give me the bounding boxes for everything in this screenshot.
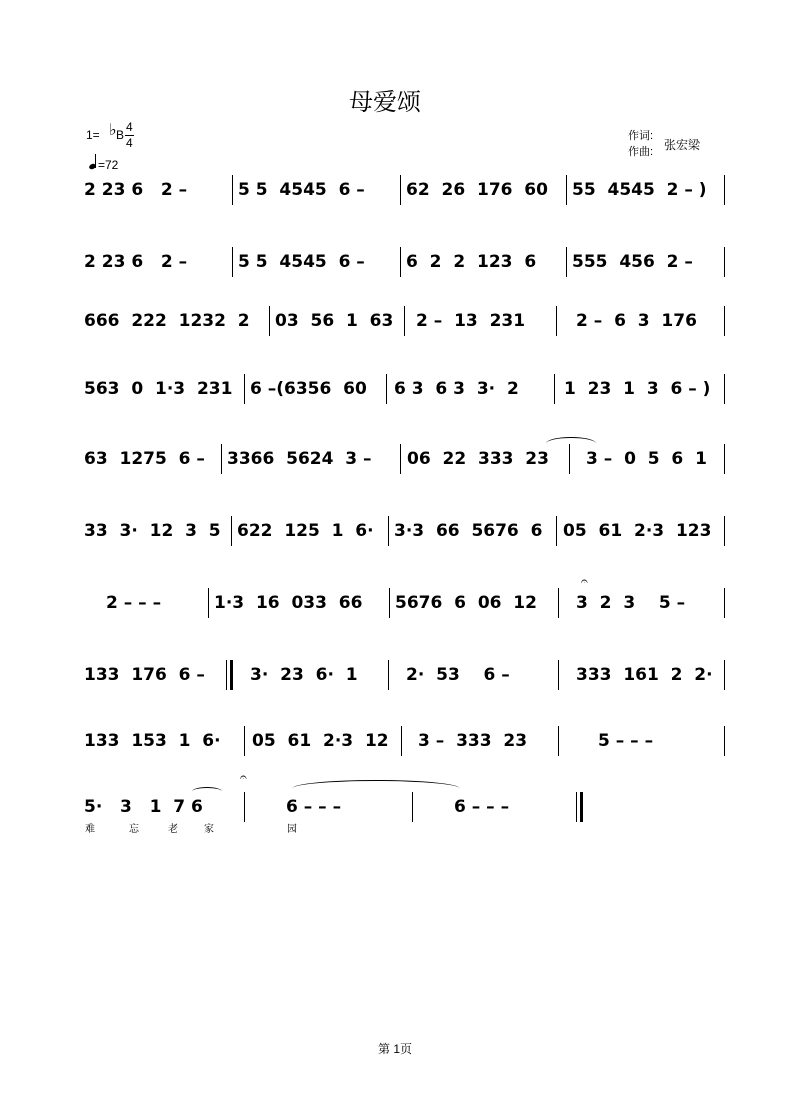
barline	[244, 792, 245, 822]
barline	[400, 175, 401, 205]
measure: 06 22 333 23	[407, 449, 549, 469]
measure: 63 1275 6 –	[84, 449, 205, 469]
author-name: 张宏梁	[664, 138, 701, 152]
tie-slur	[292, 780, 460, 797]
lyric-syllable: 忘	[129, 824, 139, 835]
barline	[554, 374, 555, 404]
measure: 622 125 1 6·	[237, 521, 374, 541]
score-system-5	[80, 444, 730, 484]
barline	[724, 444, 725, 474]
measure: 5· 3 1 7 6	[84, 797, 203, 817]
score-system-6	[80, 516, 730, 556]
measure: 33 3· 12 3 5	[84, 521, 221, 541]
barline	[244, 374, 245, 404]
time-signature-denominator: 4	[126, 136, 133, 150]
measure: 133 176 6 –	[84, 665, 205, 685]
barline	[558, 726, 559, 756]
measure: 6 2 2 123 6	[406, 252, 537, 272]
barline	[400, 247, 401, 277]
barline	[724, 726, 725, 756]
barline	[232, 175, 233, 205]
key-note: B	[116, 128, 125, 142]
measure: 3·3 66 5676 6	[394, 521, 543, 541]
lyric-syllable: 难	[85, 824, 95, 835]
tempo-mark: =72	[98, 158, 119, 172]
barline	[724, 247, 725, 277]
score-system-2	[80, 247, 730, 287]
lyric-syllable: 园	[287, 824, 297, 835]
song-title: 母爱颂	[349, 88, 421, 116]
measure: 2 23 6 2 –	[84, 180, 188, 200]
measure: 62 26 176 60	[406, 180, 548, 200]
barline	[388, 516, 389, 546]
barline	[566, 247, 567, 277]
lyric-syllable: 家	[204, 824, 214, 835]
measure: 5676 6 06 12	[395, 593, 537, 613]
measure: 03 56 1 63	[275, 311, 394, 331]
measure: 05 61 2·3 123	[563, 521, 712, 541]
page-number: 第 1页	[377, 1042, 412, 1056]
barline	[231, 516, 232, 546]
barline	[556, 306, 557, 336]
measure: 666 222 1232 2	[84, 311, 250, 331]
barline	[389, 588, 390, 618]
lyricist-label: 作词:	[628, 130, 654, 142]
measure: 333 161 2 2·	[576, 665, 713, 685]
barline	[724, 516, 725, 546]
repeat-barline	[230, 660, 233, 690]
barline	[556, 516, 557, 546]
time-signature-numerator: 4	[126, 120, 133, 134]
barline	[401, 726, 402, 756]
barline	[226, 660, 227, 690]
measure: 2 – 6 3 176	[576, 311, 697, 331]
measure: 2 – 13 231	[416, 311, 526, 331]
lyric-syllable: 老	[168, 824, 178, 835]
measure: 3 – 0 5 6 1	[586, 449, 707, 469]
fermata-icon: 𝄐	[240, 770, 247, 784]
measure: 1 23 1 3 6 – )	[564, 379, 711, 399]
measure: 3366 5624 3 –	[227, 449, 372, 469]
score-system-1	[80, 175, 730, 215]
barline	[724, 588, 725, 618]
measure: 5 – – –	[598, 731, 654, 751]
barline	[724, 374, 725, 404]
barline	[388, 660, 389, 690]
barline	[724, 306, 725, 336]
barline	[724, 660, 725, 690]
measure: 55 4545 2 – )	[572, 180, 707, 200]
measure: 5 5 4545 6 –	[238, 252, 365, 272]
measure: 563 0 1·3 231	[84, 379, 233, 399]
quarter-note-icon	[88, 163, 96, 170]
measure: 5 5 4545 6 –	[238, 180, 365, 200]
measure: 3 – 333 23	[418, 731, 528, 751]
flat-icon: ♭	[109, 120, 117, 139]
tie-slur	[192, 787, 222, 796]
measure: 6 – – –	[454, 797, 510, 817]
measure: 2· 53 6 –	[406, 665, 510, 685]
measure: 2 – – –	[106, 593, 162, 613]
measure: 2 23 6 2 –	[84, 252, 188, 272]
measure: 6 –(6356 60	[250, 379, 367, 399]
score-system-8	[80, 660, 730, 700]
key-signature	[86, 118, 156, 174]
tie-slur	[546, 437, 596, 450]
barline	[404, 306, 405, 336]
measure: 3· 23 6· 1	[250, 665, 358, 685]
measure: 1·3 16 033 66	[214, 593, 363, 613]
measure: 6 – – –	[286, 797, 342, 817]
score-system-7	[80, 588, 730, 628]
barline	[386, 374, 387, 404]
score-system-3	[80, 306, 730, 346]
measure: 6 3 6 3 3· 2	[394, 379, 519, 399]
measure: 133 153 1 6·	[84, 731, 221, 751]
score-system-4	[80, 374, 730, 414]
barline	[566, 175, 567, 205]
barline	[400, 444, 401, 474]
barline	[244, 726, 245, 756]
credits	[628, 128, 701, 160]
barline	[208, 588, 209, 618]
measure: 05 61 2·3 12	[252, 731, 389, 751]
measure: 3 2 3 5 –	[576, 593, 686, 613]
barline	[221, 444, 222, 474]
measure: 555 456 2 –	[572, 252, 693, 272]
barline	[269, 306, 270, 336]
barline	[558, 588, 559, 618]
final-barline-thick	[580, 792, 583, 822]
barline	[724, 175, 725, 205]
lyrics-line	[0, 820, 790, 836]
fermata-icon: 𝄐	[581, 574, 588, 588]
key-one-equals: 1=	[86, 128, 100, 142]
barline	[558, 660, 559, 690]
score-system-9	[80, 726, 730, 766]
composer-label: 作曲:	[628, 146, 654, 158]
barline	[232, 247, 233, 277]
final-barline	[576, 792, 577, 822]
